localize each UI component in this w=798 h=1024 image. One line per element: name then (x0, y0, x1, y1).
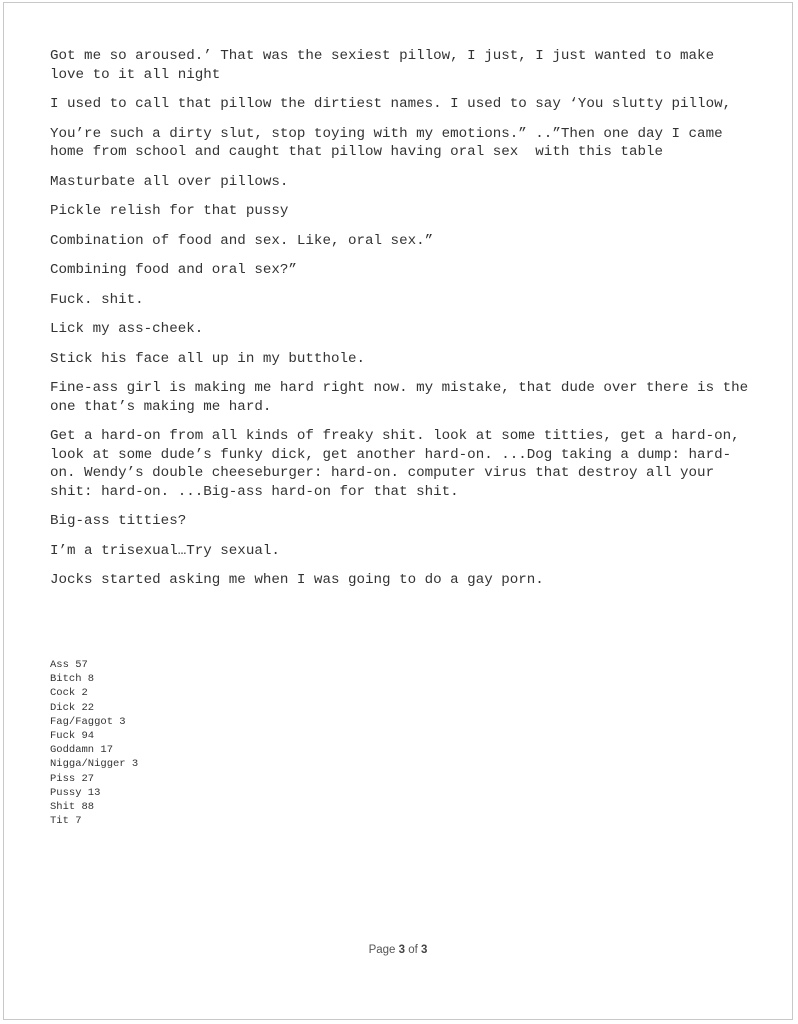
word-count-item: Fag/Faggot 3 (50, 715, 126, 728)
paragraph: Stick his face all up in my butthole. (50, 350, 366, 367)
current-page-number: 3 (398, 944, 406, 956)
word-count-item: Shit 88 (50, 801, 95, 814)
word-count-item: Bitch 8 (50, 673, 95, 686)
word-count-item: Pussy 13 (50, 786, 101, 799)
page-label: Page (368, 944, 396, 956)
word-count-item: Dick 22 (50, 701, 95, 714)
word-count-item: Ass 57 (50, 659, 88, 671)
paragraph: Combination of food and sex. Like, oral sex.” (50, 232, 434, 249)
paragraph: I used to call that pillow the dirtiest names. I used to say ‘You slutty pillow, (50, 96, 732, 112)
word-count-item: Tit 7 (50, 815, 82, 828)
paragraph: Get a hard-on from all kinds of freaky shit. look at some titties, get a hard-on, look at some dude’s funky dick, get another hard-on. ...Dog taking a dump: hard-on. Wendy’s double cheeseburger: hard-on. computer virus that destroy all your shit: hard-on. ...Big-ass hard-on for that shit. (50, 428, 749, 500)
document-page (3, 2, 793, 1020)
paragraph: Big-ass titties? (50, 513, 187, 529)
paragraph: Jocks started asking me when I was going to do a gay porn. (50, 572, 544, 588)
paragraph: Combining food and oral sex?” (50, 262, 297, 278)
of-label: of (408, 944, 418, 956)
word-count-item: Goddamn 17 (50, 744, 114, 757)
paragraph: I’m a trisexual…Try sexual. (50, 542, 280, 559)
paragraph: Fine-ass girl is making me hard right now. my mistake, that dude over there is the one that’s making me hard. (50, 380, 757, 415)
paragraph: Got me so aroused.’ That was the sexiest pillow, I just, I just wanted to make love to it all night (50, 48, 723, 83)
word-count-item: Nigga/Nigger 3 (50, 758, 139, 771)
paragraph: Pickle relish for that pussy (50, 203, 289, 219)
word-count-item: Fuck 94 (50, 730, 95, 743)
total-pages-number: 3 (421, 944, 428, 956)
page-number-footer (4, 944, 792, 956)
word-count-item: Cock 2 (50, 687, 88, 700)
paragraph: Lick my ass-cheek. (50, 321, 204, 337)
word-count-item: Piss 27 (50, 772, 95, 785)
body-text (50, 47, 757, 601)
paragraph: Masturbate all over pillows. (50, 173, 289, 190)
paragraph: Fuck. shit. (50, 291, 144, 308)
word-count-list (50, 658, 138, 828)
paragraph: You’re such a dirty slut, stop toying with my emotions.” ..”Then one day I came home from school and caught that pillow having oral sex with this table (50, 125, 732, 160)
